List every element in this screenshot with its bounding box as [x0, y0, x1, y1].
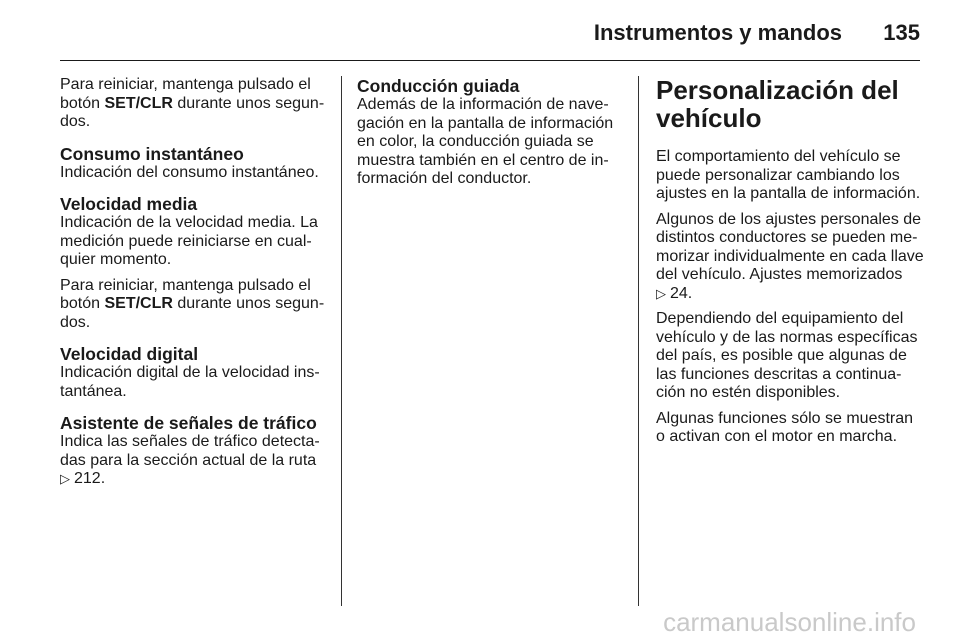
- paragraph: Para reiniciar, mantenga pulsado el botón SET/CLR durante unos segun-dos.: [60, 276, 325, 331]
- paragraph: Indicación digital de la velocidad ins-tantánea.: [60, 364, 320, 400]
- paragraph: Algunas funciones sólo se muestran o activan con el motor en marcha.: [656, 409, 914, 445]
- paragraph: El comportamiento del vehículo se puede personalizar cambiando los ajustes en la pantalla de información.: [656, 148, 921, 202]
- reference-arrow-icon: ▷: [656, 285, 666, 301]
- paragraph: Además de la información de nave-gación en la pantalla de información en color, la conducción guiada se muestra también en el centro de in-formación del conductor.: [357, 96, 614, 187]
- page-header: [60, 14, 920, 61]
- page-reference: 24.: [670, 284, 693, 302]
- heading-velocidad-media: Velocidad media: [60, 194, 198, 214]
- column-divider: [638, 76, 639, 606]
- watermark: carmanualsonline.info: [663, 607, 916, 637]
- reference-arrow-icon: ▷: [60, 471, 70, 486]
- heading-conduccion-guiada: Conducción guiada: [357, 76, 520, 96]
- set-clr-label: SET/CLR: [104, 295, 173, 312]
- set-clr-label: SET/CLR: [104, 94, 173, 112]
- heading-consumo-instantaneo: Consumo instantáneo: [60, 143, 244, 164]
- column-middle: [357, 76, 622, 196]
- paragraph: Para reiniciar, mantenga pulsado el botón SET/CLR durante unos segun-dos.: [60, 76, 325, 130]
- column-divider: [341, 76, 342, 606]
- paragraph: Indicación de la velocidad media. La medición puede reiniciarse en cual-quier momento.: [60, 214, 318, 268]
- heading-asistente-senales: Asistente de señales de tráfico: [60, 413, 317, 433]
- paragraph: Indicación del consumo instantáneo.: [60, 163, 319, 181]
- heading-personalizacion: Personalización del vehículo: [656, 75, 899, 133]
- page-number: 135: [883, 20, 920, 45]
- column-left: [60, 76, 330, 496]
- column-right: [656, 76, 926, 454]
- paragraph: Indica las señales de tráfico detecta-das para la sección actual de la ruta ▷ 212.: [60, 433, 320, 487]
- heading-velocidad-digital: Velocidad digital: [60, 344, 199, 364]
- page-reference: 212.: [74, 470, 106, 487]
- paragraph: Algunos de los ajustes personales de distintos conductores se pueden me-morizar individualmente en cada llave del vehículo. Ajustes memorizados ▷ 24.: [656, 210, 924, 302]
- paragraph: Dependiendo del equipamiento del vehículo y de las normas específicas del país, es posible que algunas de las funciones descritas a continua-ción no estén disponibles.: [656, 310, 918, 401]
- section-title: Instrumentos y mandos: [593, 20, 842, 45]
